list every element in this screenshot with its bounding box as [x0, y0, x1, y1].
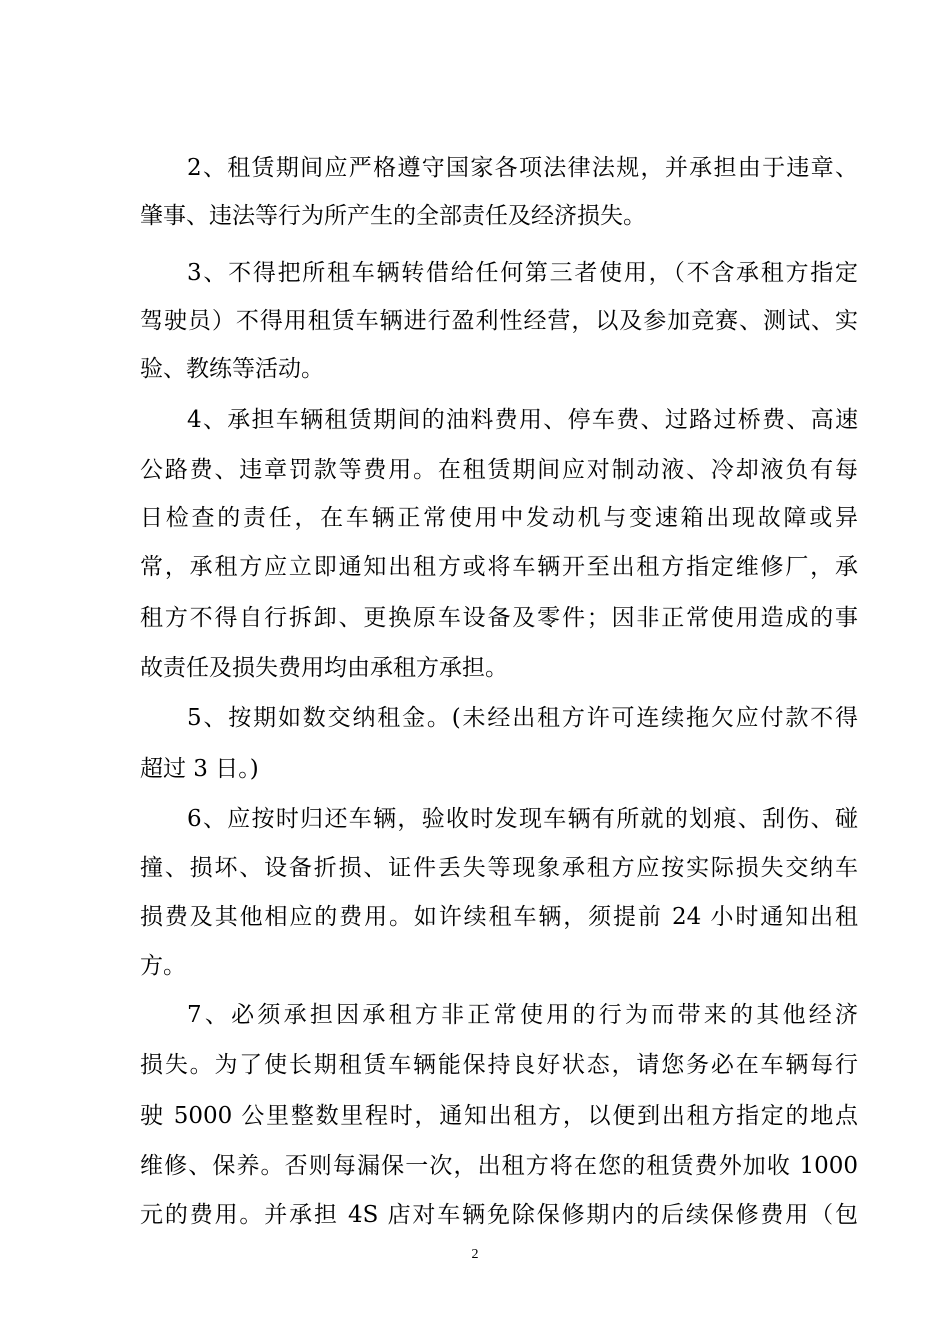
- paragraph-3-line-6: 故责任及损失费用均由承租方承担。: [140, 655, 508, 681]
- page-number: 2: [471, 1247, 479, 1262]
- paragraph-1-line-1: 2、租赁期间应严格遵守国家各项法律法规，并承担由于违章、: [187, 155, 858, 181]
- paragraph-5-line-3: 损费及其他相应的费用。如许续租车辆，须提前 24 小时通知出租: [140, 904, 858, 930]
- paragraph-3-line-1: 4、承担车辆租赁期间的油料费用、停车费、过路过桥费、高速: [187, 407, 858, 433]
- paragraph-3-line-5: 租方不得自行拆卸、更换原车设备及零件；因非正常使用造成的事: [140, 605, 858, 631]
- paragraph-6-line-2: 损失。为了使长期租赁车辆能保持良好状态，请您务必在车辆每行: [140, 1052, 858, 1078]
- paragraph-6-line-4: 维修、保养。否则每漏保一次，出租方将在您的租赁费外加收 1000: [140, 1153, 858, 1179]
- paragraph-5-line-2: 撞、损坏、设备折损、证件丢失等现象承租方应按实际损失交纳车: [140, 855, 858, 881]
- paragraph-2-line-1: 3、不得把所租车辆转借给任何第三者使用，（不含承租方指定: [187, 260, 858, 286]
- paragraph-3-line-3: 日检查的责任，在车辆正常使用中发动机与变速箱出现故障或异: [140, 505, 858, 531]
- paragraph-1-line-2: 肇事、违法等行为所产生的全部责任及经济损失。: [140, 203, 646, 229]
- paragraph-6-line-3: 驶 5000 公里整数里程时，通知出租方，以便到出租方指定的地点: [140, 1103, 858, 1129]
- paragraph-5-line-4: 方。: [140, 953, 186, 979]
- paragraph-3-line-4: 常，承租方应立即通知出租方或将车辆开至出租方指定维修厂，承: [140, 554, 858, 580]
- paragraph-4-line-1: 5、按期如数交纳租金。(未经出租方许可连续拖欠应付款不得: [187, 705, 858, 731]
- paragraph-6-line-5: 元的费用。并承担 4S 店对车辆免除保修期内的后续保修费用（包: [140, 1202, 858, 1228]
- paragraph-4-line-2: 超过 3 日。): [140, 756, 259, 782]
- paragraph-2-line-2: 驾驶员）不得用租赁车辆进行盈利性经营，以及参加竞赛、测试、实: [140, 308, 858, 334]
- paragraph-2-line-3: 验、教练等活动。: [140, 356, 324, 382]
- paragraph-5-line-1: 6、应按时归还车辆，验收时发现车辆有所就的划痕、刮伤、碰: [187, 806, 858, 832]
- paragraph-3-line-2: 公路费、违章罚款等费用。在租赁期间应对制动液、冷却液负有每: [140, 457, 858, 483]
- paragraph-6-line-1: 7、必须承担因承租方非正常使用的行为而带来的其他经济: [187, 1002, 858, 1028]
